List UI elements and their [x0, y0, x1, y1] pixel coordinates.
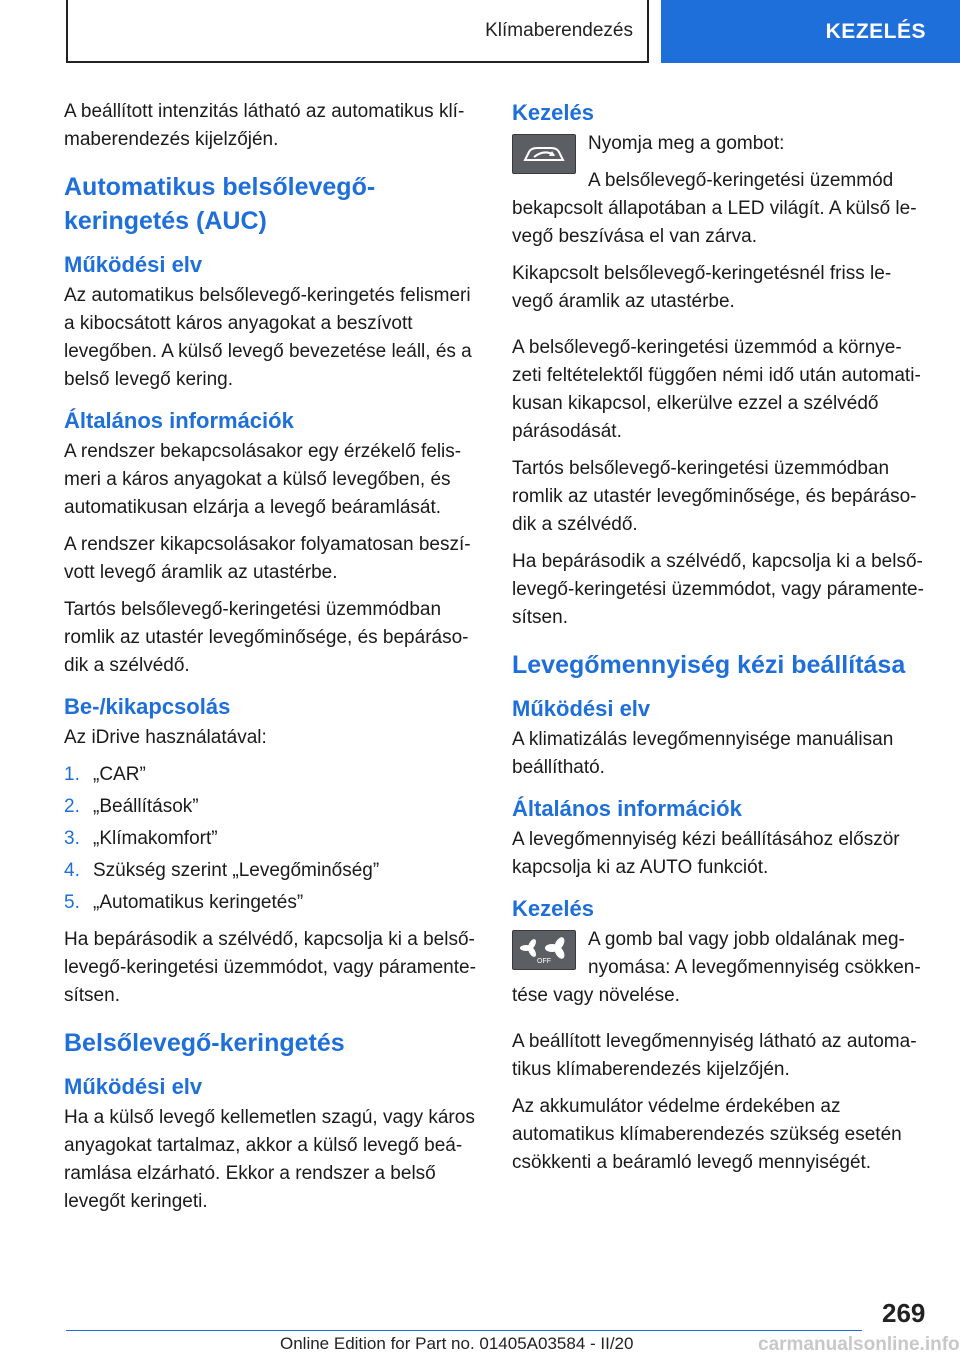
onoff-after-text: Ha bepárásodik a szélvédő, kapcsolja ki a belsőlevegő-keringetési üzemmódot, vagy páramentesítsen.: [64, 929, 476, 1006]
onoff-title: Be-/kikapcsolás: [64, 694, 231, 719]
recirc-button-row: [512, 130, 924, 251]
auc-info-p3: Tartós belsőlevegő-keringetési üzemmódban romlik az utastér levegőminősége, és bepárásodik a szélvédő.: [64, 599, 469, 676]
air-battery-text: Az akkumulátor védelme érdekében az automatikus klímaberendezés szükség esetén csökkenti a beáramló levegő mennyiségét.: [512, 1096, 902, 1173]
header-chapter-tab[interactable]: [661, 0, 960, 63]
air-principle-title: Működési elv: [512, 696, 651, 721]
list-item: 4. Szükség szerint „Levegőminőség”: [64, 860, 380, 881]
right-column: [512, 98, 924, 1186]
auc-principle-text: Az automatikus belsőlevegő-keringetés felismeri a kibocsátott káros anyagokat a beszívott levegőben. A külső levegő bevezetése leáll, és a belső levegő kering.: [64, 285, 472, 390]
air-principle-text: A klimatizálás levegőmennyisége manuálisan beállítható.: [512, 729, 894, 778]
op-env-text: A belsőlevegő-keringetési üzemmód a környezeti feltételektől függően némi idő után automatikusan kikapcsol, elkerülve ezzel a szélvédő párásodását.: [512, 337, 921, 442]
fan-off-label: OFF: [537, 958, 551, 965]
auc-info-p1: A rendszer bekapcsolásakor egy érzékelő felismeri a káros anyagokat a külső levegőben, és automatikusan elzárja a levegő beáramlását.: [64, 441, 462, 518]
fan-button-row: [512, 926, 924, 1010]
footer-edition: Online Edition for Part no. 01405A03584 - II/20: [280, 1334, 634, 1353]
watermark: carmanualsonline.info: [758, 1334, 960, 1355]
footer-divider: [66, 1330, 862, 1331]
air-info-text: A levegőmennyiség kézi beállításához először kapcsolja ki az AUTO funkciót.: [512, 829, 900, 878]
auc-info-p2: A rendszer kikapcsolásakor folyamatosan beszívott levegő áramlik az utastérbe.: [64, 534, 471, 583]
left-column: [64, 98, 476, 1225]
onoff-text: Az iDrive használatával:: [64, 727, 267, 748]
idrive-steps: [64, 761, 476, 917]
op-fog-text: Ha bepárásodik a szélvédő, kapcsolja ki a belsőlevegő-keringetési üzemmódot, vagy páramentesítsen.: [512, 551, 924, 628]
list-item: 5. „Automatikus keringetés”: [64, 892, 304, 913]
op-long-text: Tartós belsőlevegő-keringetési üzemmódban romlik az utastér levegőminősége, és bepárásodik a szélvédő.: [512, 458, 917, 535]
section-label: Klímaberendezés: [485, 19, 633, 41]
recirc-principle-title: Működési elv: [64, 1074, 203, 1099]
recirc-principle-text: Ha a külső levegő kellemetlen szagú, vagy káros anyagokat tartalmaz, akkor a külső levegő beáramlása elzárható. Ekkor a rendszer a belső levegőt keringeti.: [64, 1107, 475, 1212]
list-item: 2. „Beállítások”: [64, 796, 199, 817]
auc-principle-title: Működési elv: [64, 252, 203, 277]
op-off-text: Kikapcsolt belsőlevegő-keringetésnél friss levegő áramlik az utastérbe.: [512, 263, 892, 312]
chapter-label: KEZELÉS: [825, 19, 926, 43]
list-item: 3. „Klímakomfort”: [64, 828, 218, 849]
air-info-title: Általános információk: [512, 796, 742, 821]
air-op-title: Kezelés: [512, 896, 594, 921]
air-title: Levegőmennyiség kézi beállítása: [512, 651, 906, 679]
list-item: 1. „CAR”: [64, 764, 146, 785]
auc-info-title: Általános információk: [64, 408, 294, 433]
op-title: Kezelés: [512, 100, 594, 125]
fan-button-icon: [512, 930, 576, 970]
auc-title: Automatikus belsőlevegő-keringetés (AUC): [64, 173, 376, 235]
recirc-title: Belsőlevegő-keringetés: [64, 1029, 345, 1057]
intro-text: A beállított intenzitás látható az automatikus klímaberendezés kijelzőjén.: [64, 101, 465, 150]
op-on-text: A belsőlevegő-keringetési üzemmód bekapcsolt állapotában a LED világít. A külső levegő beszívása el van zárva.: [512, 170, 917, 247]
op-press-text: Nyomja meg a gombot:: [588, 133, 785, 154]
air-op-text: A gomb bal vagy jobb oldalának megnyomása: A levegőmennyiség csökkentése vagy növelése.: [512, 929, 921, 1006]
recirculation-button-icon: [512, 134, 576, 174]
air-display-text: A beállított levegőmennyiség látható az automatikus klímaberendezés kijelzőjén.: [512, 1031, 917, 1080]
header-section-title: [66, 0, 649, 63]
page-number: 269: [882, 1298, 926, 1328]
